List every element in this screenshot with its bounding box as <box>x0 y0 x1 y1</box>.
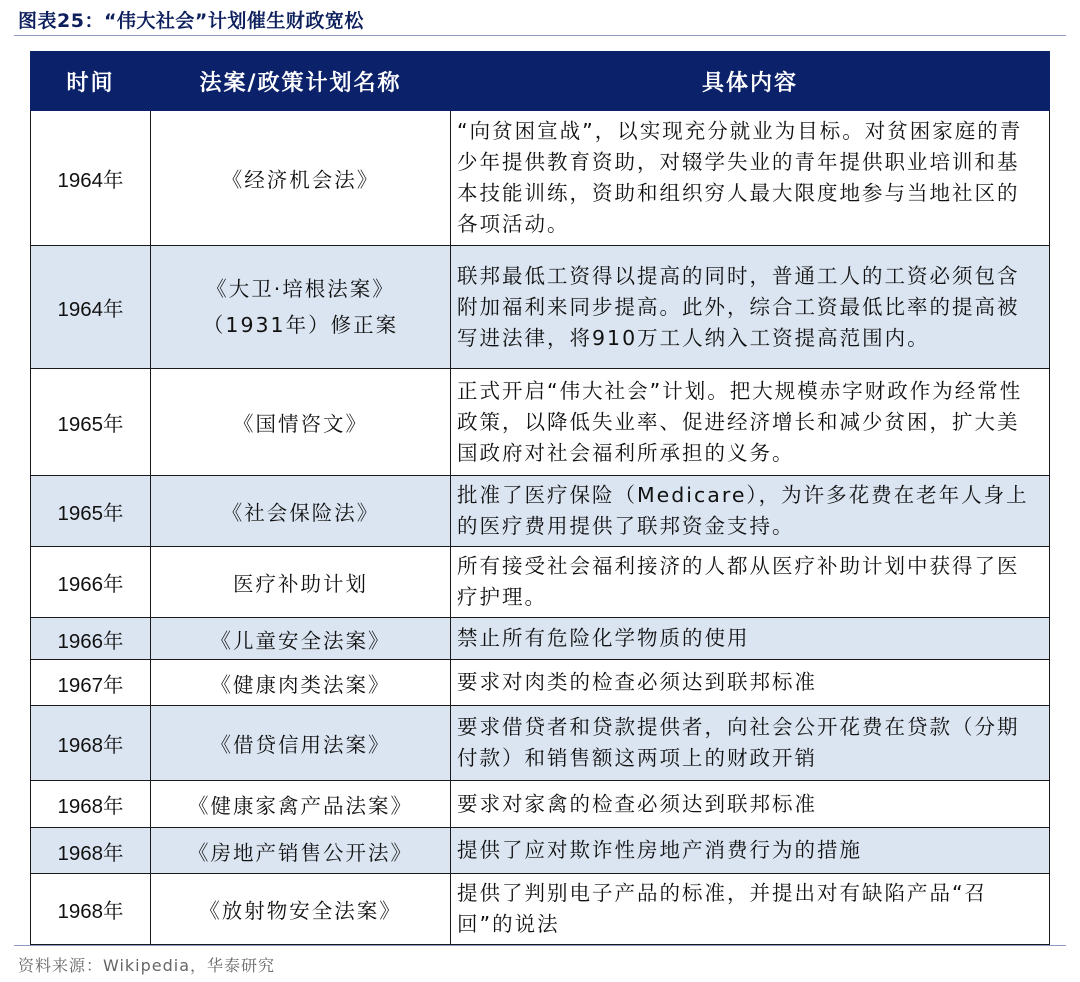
figure-title: 图表25：“伟大社会”计划催生财政宽松 <box>18 10 364 32</box>
cell-policy-name: 《健康肉类法案》 <box>151 660 451 706</box>
cell-content: 所有接受社会福利接济的人都从医疗补助计划中获得了医疗护理。 <box>451 547 1050 618</box>
cell-content: 禁止所有危险化学物质的使用 <box>451 618 1050 660</box>
cell-content: 要求对肉类的检查必须达到联邦标准 <box>451 660 1050 706</box>
cell-content: “向贫困宣战”，以实现充分就业为目标。对贫困家庭的青少年提供教育资助，对辍学失业的青年提供职业培训和基本技能训练，资助和组织穷人最大限度地参与当地社区的各项活动。 <box>451 111 1050 246</box>
table-row <box>31 547 1050 618</box>
cell-year: 1968年 <box>31 706 151 781</box>
table-row <box>31 828 1050 874</box>
cell-policy-name: 《经济机会法》 <box>151 111 451 246</box>
header-content: 具体内容 <box>451 52 1050 111</box>
cell-year: 1968年 <box>31 781 151 828</box>
cell-policy-name: 《健康家禽产品法案》 <box>151 781 451 828</box>
cell-year: 1964年 <box>31 246 151 369</box>
table-row <box>31 476 1050 547</box>
table-row <box>31 874 1050 945</box>
cell-year: 1965年 <box>31 476 151 547</box>
table-row <box>31 781 1050 828</box>
cell-content: 要求借贷者和贷款提供者，向社会公开花费在贷款（分期付款）和销售额这两项上的财政开销 <box>451 706 1050 781</box>
cell-year: 1968年 <box>31 828 151 874</box>
cell-year: 1968年 <box>31 874 151 945</box>
cell-policy-name: 《房地产销售公开法》 <box>151 828 451 874</box>
header-policy-name: 法案/政策计划名称 <box>151 52 451 111</box>
cell-policy-name: 《放射物安全法案》 <box>151 874 451 945</box>
cell-content: 要求对家禽的检查必须达到联邦标准 <box>451 781 1050 828</box>
cell-policy-name: 《借贷信用法案》 <box>151 706 451 781</box>
source-divider <box>14 945 1066 946</box>
table-row <box>31 660 1050 706</box>
table-row <box>31 706 1050 781</box>
cell-content: 联邦最低工资得以提高的同时，普通工人的工资必须包含附加福利来同步提高。此外，综合工资最低比率的提高被写进法律，将910万工人纳入工资提高范围内。 <box>451 246 1050 369</box>
table-row <box>31 618 1050 660</box>
cell-policy-name: 医疗补助计划 <box>151 547 451 618</box>
cell-year: 1967年 <box>31 660 151 706</box>
cell-content: 批准了医疗保险（Medicare），为许多花费在老年人身上的医疗费用提供了联邦资金支持。 <box>451 476 1050 547</box>
header-time: 时间 <box>31 52 151 111</box>
cell-year: 1966年 <box>31 547 151 618</box>
cell-content: 提供了判别电子产品的标准，并提出对有缺陷产品“召回”的说法 <box>451 874 1050 945</box>
cell-year: 1964年 <box>31 111 151 246</box>
cell-policy-name: 《大卫·培根法案》（1931年）修正案 <box>151 246 451 369</box>
title-divider <box>14 35 1066 36</box>
cell-policy-name: 《社会保险法》 <box>151 476 451 547</box>
table-row <box>31 111 1050 246</box>
table-row <box>31 369 1050 476</box>
table-header-row <box>31 52 1050 111</box>
table-row <box>31 246 1050 369</box>
cell-year: 1966年 <box>31 618 151 660</box>
policy-table <box>30 51 1050 945</box>
cell-content: 提供了应对欺诈性房地产消费行为的措施 <box>451 828 1050 874</box>
cell-policy-name: 《儿童安全法案》 <box>151 618 451 660</box>
cell-year: 1965年 <box>31 369 151 476</box>
cell-content: 正式开启“伟大社会”计划。把大规模赤字财政作为经常性政策，以降低失业率、促进经济增长和减少贫困，扩大美国政府对社会福利所承担的义务。 <box>451 369 1050 476</box>
cell-policy-name: 《国情咨文》 <box>151 369 451 476</box>
source-note: 资料来源：Wikipedia，华泰研究 <box>18 956 276 975</box>
